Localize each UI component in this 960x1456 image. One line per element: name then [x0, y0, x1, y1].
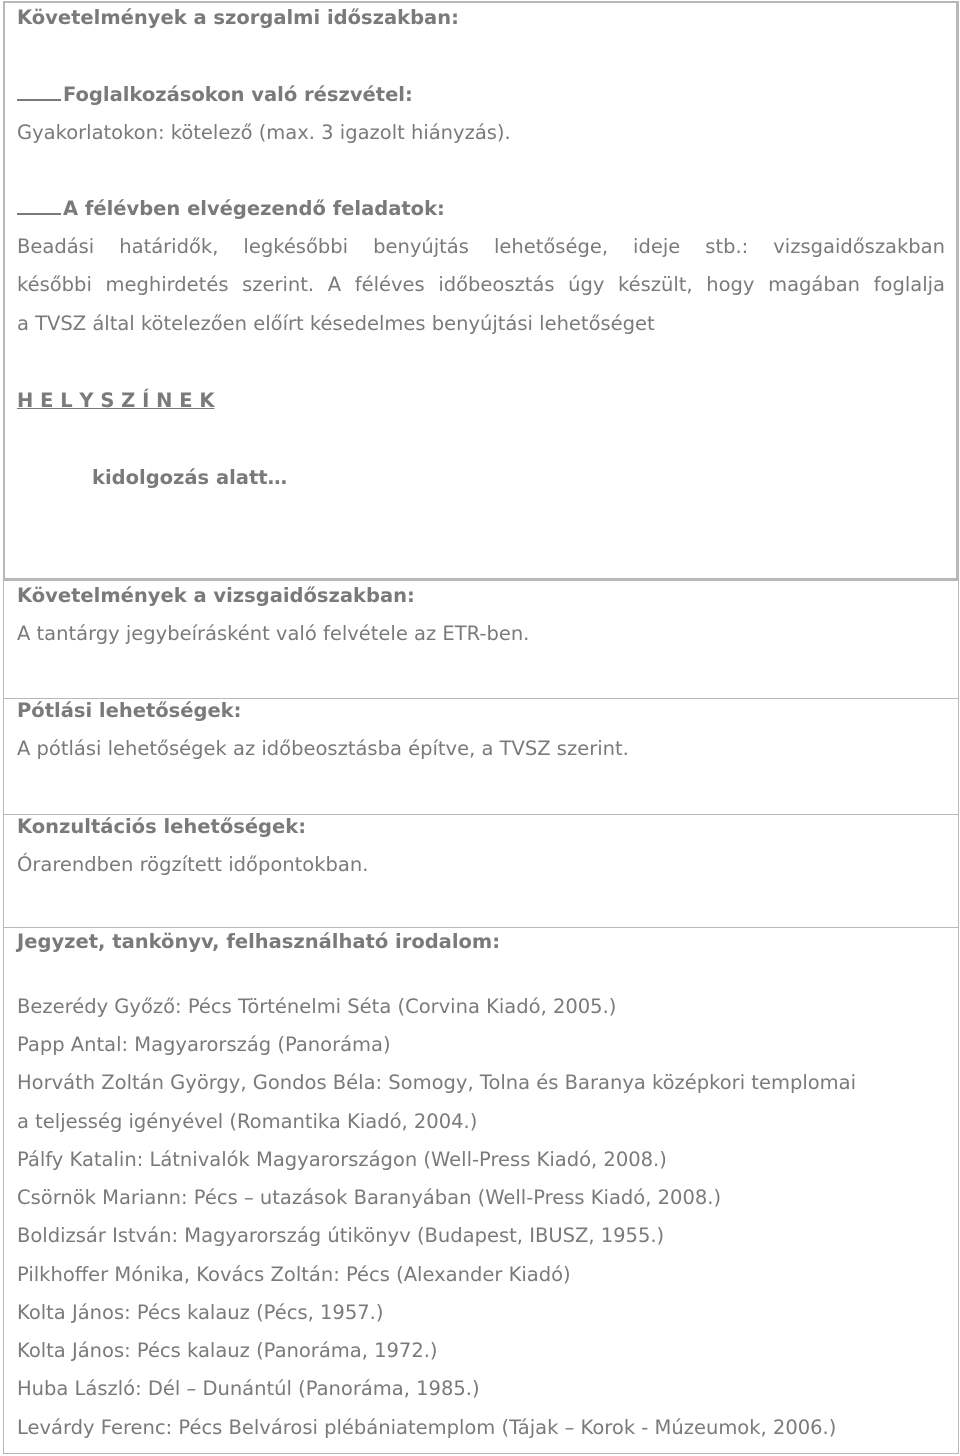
reference-item: a teljesség igényével (Romantika Kiadó, 2004.): [17, 1110, 478, 1133]
feladatok-title-line: [17, 197, 445, 221]
feladatok-line-1: Beadási határidők, legkésőbbi benyújtás lehetősége, ideje stb.: vizsgaidőszakban: [17, 235, 945, 258]
szorgalmi-heading: Követelmények a szorgalmi időszakban:: [17, 6, 459, 29]
reference-item: Csörnök Mariann: Pécs – utazások Baranyában (Well-Press Kiadó, 2008.): [17, 1186, 722, 1209]
reszvetel-text: Gyakorlatokon: kötelező (max. 3 igazolt hiányzás).: [17, 121, 511, 144]
reference-item: Kolta János: Pécs kalauz (Panoráma, 1972.): [17, 1339, 438, 1362]
reszvetel-title: Foglalkozásokon való részvétel:: [63, 83, 413, 106]
blank-line: [17, 197, 61, 215]
konzultacio-text: Órarendben rögzített időpontokban.: [17, 853, 369, 876]
reference-item: Pilkhoffer Mónika, Kovács Zoltán: Pécs (Alexander Kiadó): [17, 1263, 571, 1286]
reference-item: Boldizsár István: Magyarország útikönyv (Budapest, IBUSZ, 1955.): [17, 1224, 665, 1247]
konzultacio-heading: Konzultációs lehetőségek:: [17, 815, 306, 838]
potlasi-text: A pótlási lehetőségek az időbeosztásba építve, a TVSZ szerint.: [17, 737, 629, 760]
potlasi-heading: Pótlási lehetőségek:: [17, 699, 242, 722]
jegyzet-heading: Jegyzet, tankönyv, felhasználható irodalom:: [17, 930, 501, 953]
reference-item: Bezerédy Győző: Pécs Történelmi Séta (Corvina Kiadó, 2005.): [17, 995, 617, 1018]
reference-item: Huba László: Dél – Dunántúl (Panoráma, 1985.): [17, 1377, 480, 1400]
vizsga-heading: Követelmények a vizsgaidőszakban:: [17, 584, 415, 607]
reference-item: Horváth Zoltán György, Gondos Béla: Somogy, Tolna és Baranya középkori templomai: [17, 1071, 857, 1094]
blank-line: [17, 83, 61, 101]
reference-item: Levárdy Ferenc: Pécs Belvárosi plébániatemplom (Tájak – Korok - Múzeumok, 2006.): [17, 1416, 837, 1439]
helyszinek-title: H E L Y S Z Í N E K: [17, 389, 215, 412]
feladatok-title: A félévben elvégezendő feladatok:: [63, 197, 445, 220]
vizsga-text: A tantárgy jegybeírásként való felvétele az ETR-ben.: [17, 622, 530, 645]
reference-item: Papp Antal: Magyarország (Panoráma): [17, 1033, 391, 1056]
reference-item: Pálfy Katalin: Látnivalók Magyarországon (Well-Press Kiadó, 2008.): [17, 1148, 667, 1171]
helyszinek-text: kidolgozás alatt…: [92, 466, 288, 489]
feladatok-line-3: a TVSZ által kötelezően előírt késedelmes benyújtási lehetőséget: [17, 312, 655, 335]
feladatok-line-2: későbbi meghirdetés szerint. A féléves időbeosztás úgy készült, hogy magában foglalja: [17, 273, 945, 296]
reference-item: Kolta János: Pécs kalauz (Pécs, 1957.): [17, 1301, 384, 1324]
reszvetel-title-line: [17, 83, 413, 107]
